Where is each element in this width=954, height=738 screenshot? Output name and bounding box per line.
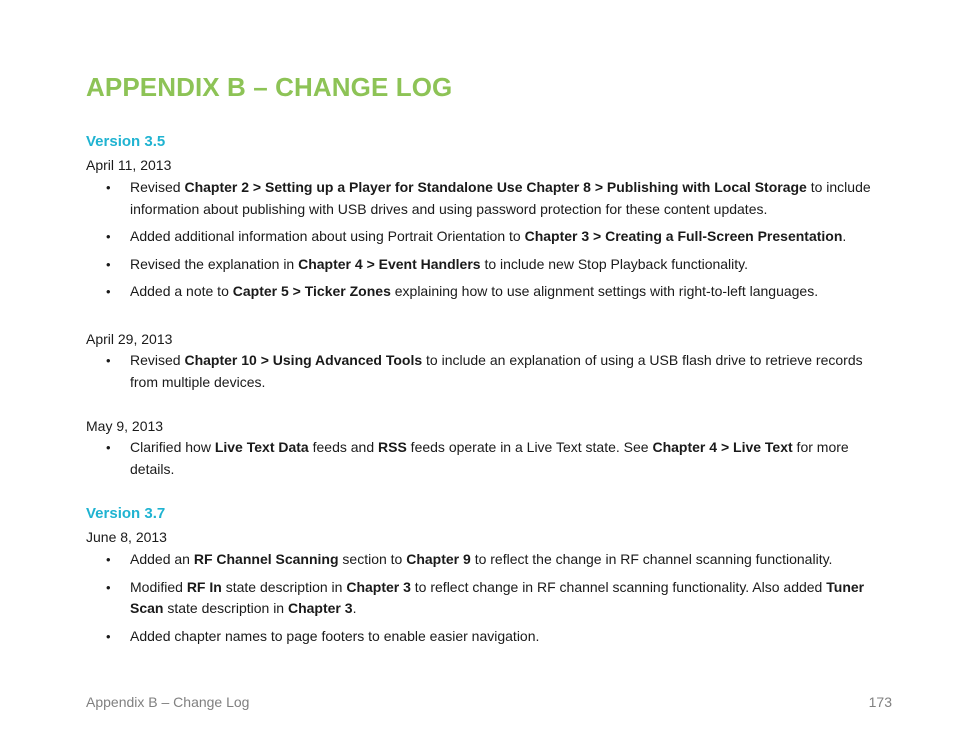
list-item xyxy=(86,254,876,276)
footer-section-title: Appendix B – Change Log xyxy=(86,694,250,710)
chapter-reference: RF In xyxy=(186,578,222,595)
chapter-reference: Chapter 3 xyxy=(346,578,411,595)
body-text: to reflect the change in RF channel scanning functionality. xyxy=(470,551,833,567)
list-item xyxy=(86,437,876,480)
chapter-reference: Capter 5 > Ticker Zones xyxy=(232,283,391,299)
list-item xyxy=(86,350,876,393)
bullet-list xyxy=(86,350,876,399)
body-text: Clarified how xyxy=(130,439,215,455)
chapter-reference: Chapter 10 > Using Advanced Tools xyxy=(184,352,423,368)
bullet-icon: • xyxy=(106,229,111,244)
chapter-reference: RF Channel Scanning xyxy=(193,551,339,567)
bullet-icon: • xyxy=(106,552,111,567)
chapter-reference: RSS xyxy=(378,439,407,455)
entry-date: April 11, 2013 xyxy=(86,157,172,173)
chapter-reference: Chapter 4 > Event Handlers xyxy=(298,255,481,272)
list-item xyxy=(86,577,876,620)
bullet-icon: • xyxy=(106,353,111,368)
bullet-icon: • xyxy=(106,256,111,272)
body-text: state description in xyxy=(163,600,288,616)
body-text: to include new Stop Playback functionality. xyxy=(480,255,749,272)
body-text: to include information about publishing with USB drives and using password protection for these content updates. xyxy=(130,179,871,217)
chapter-reference: Chapter 4 > Live Text xyxy=(652,439,793,455)
body-text: for more details. xyxy=(130,439,849,477)
body-text: Added a note to xyxy=(130,283,233,299)
bullet-icon: • xyxy=(106,440,111,455)
chapter-reference: Chapter 9 xyxy=(406,551,471,567)
body-text: state description in xyxy=(221,578,347,595)
version-heading-3-5: Version 3.5 xyxy=(86,133,166,150)
chapter-reference: Tuner Scan xyxy=(130,578,865,616)
body-text: Modified xyxy=(130,578,187,595)
body-text: feeds operate in a Live Text state. See xyxy=(406,439,653,455)
list-item xyxy=(86,549,876,571)
body-text: to include an explanation of using a USB flash drive to retrieve records from multiple devices. xyxy=(130,352,863,390)
chapter-reference: Chapter 3 > Creating a Full-Screen Presentation xyxy=(524,228,843,244)
bullet-list xyxy=(86,177,876,309)
bullet-icon: • xyxy=(106,284,111,299)
chapter-reference: Live Text Data xyxy=(214,439,309,455)
entry-date: April 29, 2013 xyxy=(86,331,173,347)
footer-page-number: 173 xyxy=(868,694,892,710)
body-text: . xyxy=(842,228,847,244)
list-item xyxy=(86,177,876,220)
entry-date: May 9, 2013 xyxy=(86,418,164,434)
page-title: APPENDIX B – CHANGE LOG xyxy=(86,72,453,102)
bullet-list xyxy=(86,437,876,486)
body-text: explaining how to use alignment settings with right-to-left languages. xyxy=(390,283,819,299)
body-text: to reflect change in RF channel scanning functionality. Also added xyxy=(410,578,827,595)
entry-date: June 8, 2013 xyxy=(86,529,167,545)
chapter-reference: Chapter 3 xyxy=(287,600,353,616)
list-item xyxy=(86,226,876,248)
body-text: . xyxy=(352,600,357,616)
body-text: feeds and xyxy=(308,439,378,455)
version-heading-3-7: Version 3.7 xyxy=(86,505,166,522)
body-text: Revised xyxy=(130,179,185,195)
body-text: Added an xyxy=(130,551,194,567)
body-text: section to xyxy=(338,551,407,567)
body-text: Revised xyxy=(130,352,185,368)
bullet-icon: • xyxy=(106,628,111,644)
chapter-reference: Chapter 2 > Setting up a Player for Standalone Use Chapter 8 > Publishing with Local Storage xyxy=(184,179,807,195)
list-item xyxy=(86,626,876,648)
list-item xyxy=(86,281,876,303)
bullet-icon: • xyxy=(106,180,111,195)
bullet-list xyxy=(86,549,876,653)
body-text: Added additional information about using Portrait Orientation to xyxy=(130,228,525,244)
body-text: Added chapter names to page footers to enable easier navigation. xyxy=(130,627,540,644)
body-text: Revised the explanation in xyxy=(130,255,299,272)
bullet-icon: • xyxy=(106,579,111,595)
